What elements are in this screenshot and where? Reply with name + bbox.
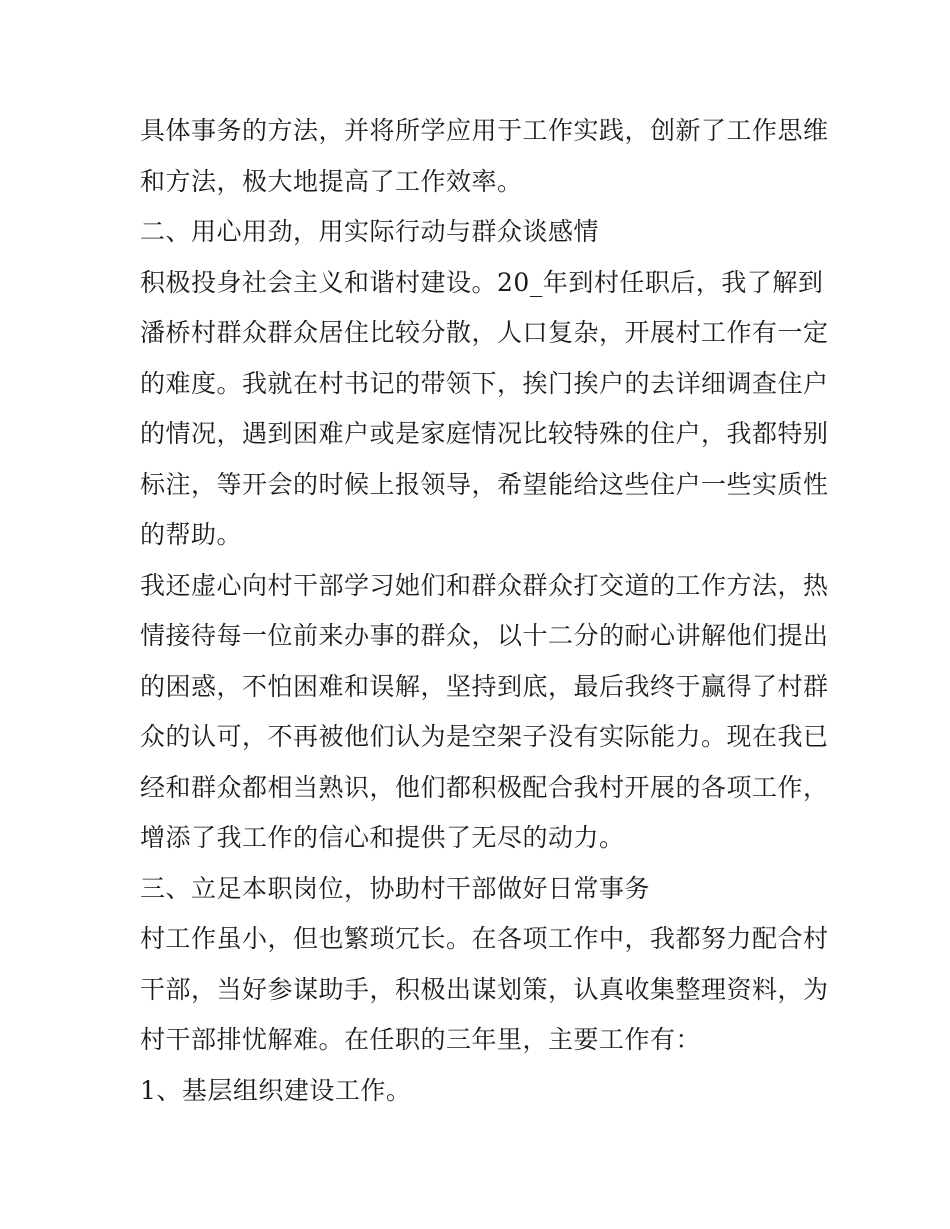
text-line: 的困惑，不怕困难和误解，坚持到底，最后我终于赢得了村群 xyxy=(140,671,829,701)
section-heading: 三、立足本职岗位，协助村干部做好日常事务 xyxy=(140,873,651,903)
text-line: 村工作虽小，但也繁琐冗长。在各项工作中，我都努力配合村 xyxy=(140,924,829,953)
text-line: 村干部排忧解难。在任职的三年里，主要工作有： xyxy=(140,1025,702,1054)
text-line: 经和群众都相当熟识，他们都积极配合我村开展的各项工作， xyxy=(140,772,829,802)
text-line: 的难度。我就在村书记的带领下，挨门挨户的去详细调查住户 xyxy=(140,368,829,398)
text-line: 的情况，遇到困难户或是家庭情况比较特殊的住户，我都特别 xyxy=(140,419,829,448)
text-line: 和方法，极大地提高了工作效率。 xyxy=(140,166,523,196)
text-line: 的帮助。 xyxy=(140,520,243,549)
section-heading: 二、用心用劲，用实际行动与群众谈感情 xyxy=(140,217,600,246)
text-line: 潘桥村群众群众居住比较分散，人口复杂，开展村工作有一定 xyxy=(140,318,829,347)
list-item: 1、基层组织建设工作。 xyxy=(140,1075,412,1105)
text-line: 增添了我工作的信心和提供了无尽的动力。 xyxy=(140,823,625,852)
text-line: 具体事务的方法，并将所学应用于工作实践，创新了工作思维 xyxy=(140,116,829,145)
document-body-text xyxy=(140,106,829,1116)
text-line: 我还虚心向村干部学习她们和群众群众打交道的工作方法，热 xyxy=(140,570,829,600)
text-line: 标注，等开会的时候上报领导，希望能给这些住户一些实质性 xyxy=(140,469,829,499)
text-line: 众的认可，不再被他们认为是空架子没有实际能力。现在我已 xyxy=(140,722,829,751)
text-line: 情接待每一位前来办事的群众，以十二分的耐心讲解他们提出 xyxy=(140,621,829,650)
text-line: 积极投身社会主义和谐村建设。20_年到村任职后，我了解到 xyxy=(140,267,824,297)
text-line: 干部，当好参谋助手，积极出谋划策，认真收集整理资料，为 xyxy=(140,974,829,1004)
